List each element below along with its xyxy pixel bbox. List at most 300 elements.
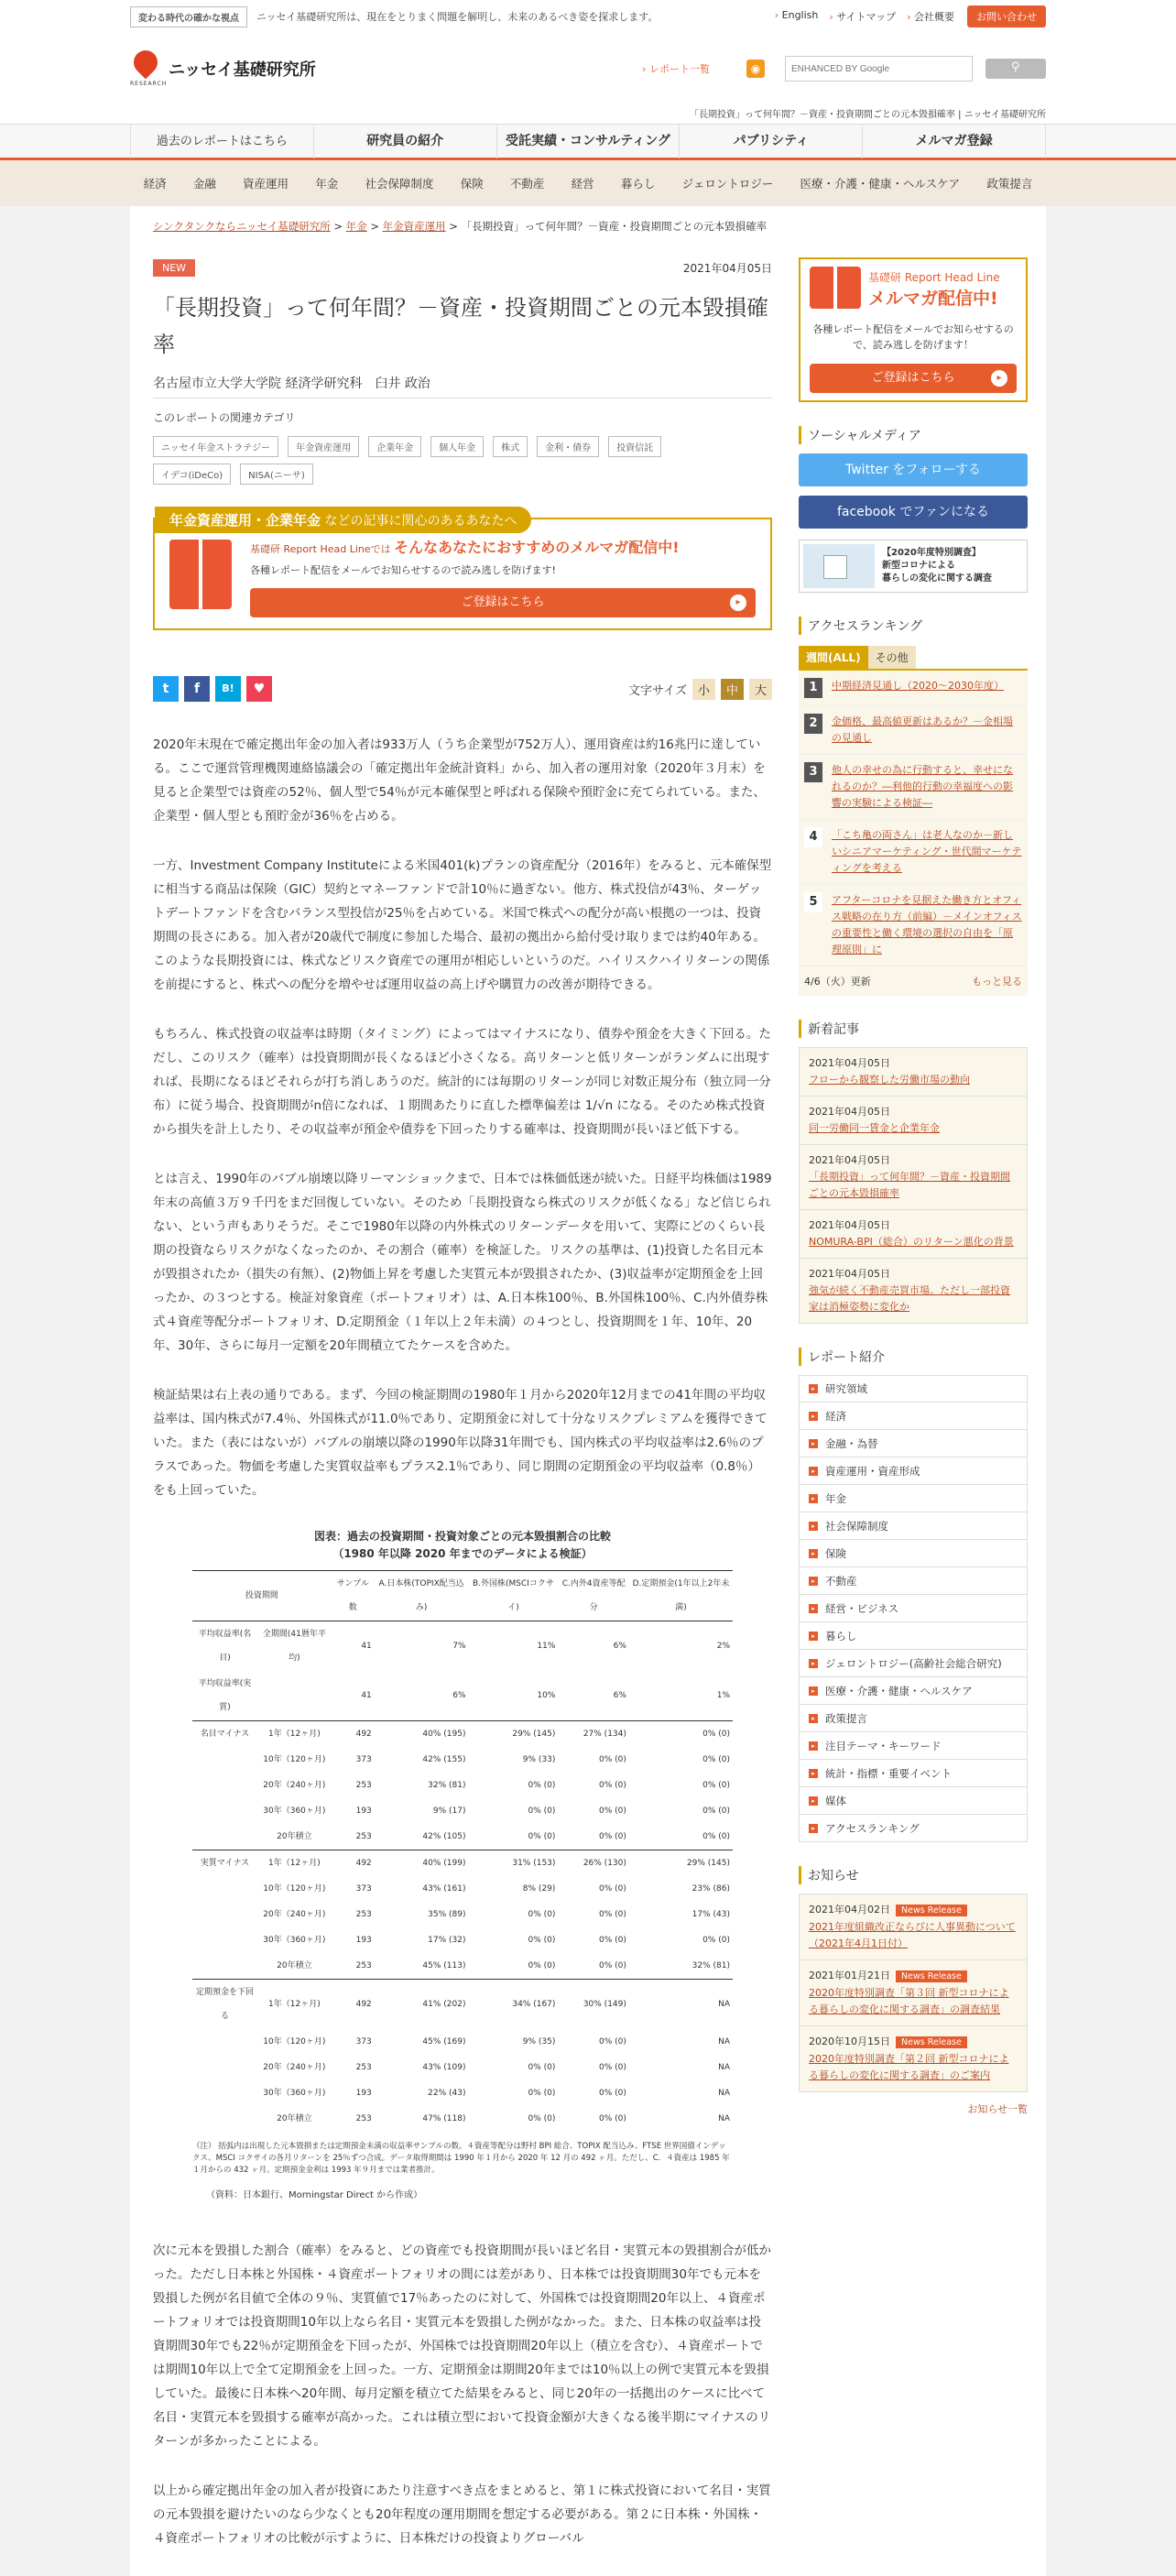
arrow-icon: ▸ bbox=[809, 1632, 818, 1641]
table-cell: 45% (113) bbox=[422, 1961, 466, 1970]
breadcrumb: シンクタンクならニッセイ基礎研究所 > 年金 > 年金資産運用 > 「長期投資」って何年間？－資産・投資期間ごとの元本毀損確率 bbox=[153, 220, 768, 233]
table-cell: 9% (33) bbox=[522, 1755, 556, 1764]
table-cell: 0% (0) bbox=[528, 2063, 556, 2072]
link-sitemap[interactable]: › サイトマップ bbox=[829, 9, 896, 24]
cat-pension[interactable]: 年金 bbox=[315, 177, 339, 191]
table-cell: 35% (89) bbox=[428, 1910, 466, 1919]
table-cell: 平均収益率(名目) bbox=[198, 1630, 252, 1663]
table-cell: 0% (0) bbox=[528, 1910, 556, 1919]
mm-desc: 各種レポート配信をメールでお知らせするので、読み逃しを防げます！ bbox=[812, 323, 1014, 351]
site-description: ニッセイ基礎研究所は、現在をとりまく問題を解明し、未来のあるべき姿を探求します。 bbox=[256, 11, 659, 23]
table-cell: 27% (134) bbox=[558, 1721, 628, 1748]
table-cell: 42% (155) bbox=[422, 1755, 466, 1764]
twitter-follow-button[interactable]: Twitter をフォローする bbox=[799, 453, 1028, 486]
table-header: A.日本株(TOPIX配当込み) bbox=[375, 1571, 469, 1621]
table-row bbox=[192, 2106, 733, 2132]
report-intro-item[interactable] bbox=[799, 1622, 1028, 1650]
table-cell: 平均収益率(実質) bbox=[198, 1679, 252, 1712]
report-intro-item[interactable] bbox=[799, 1732, 1028, 1760]
list-item[interactable]: 2021年01月21日 News Release 2020年度特別調査「第３回 新型コロナによる暮らしの変化に関する調査」の調査結果 bbox=[799, 1960, 1028, 2026]
font-size-control bbox=[628, 679, 772, 700]
cat-gerontology[interactable]: ジェロントロジー bbox=[681, 177, 774, 191]
search-input[interactable] bbox=[785, 56, 973, 82]
report-intro-label: ジェロントロジー(高齢社会総合研究) bbox=[825, 1656, 1002, 1670]
report-intro-heading: レポート紹介 bbox=[799, 1348, 1028, 1366]
list-item[interactable]: 2020年10月15日 News Release 2020年度特別調査「第２回 新型コロナによる暮らしの変化に関する調査」のご案内 bbox=[799, 2026, 1028, 2092]
facebook-fan-button[interactable]: facebook でファンになる bbox=[799, 496, 1028, 529]
table-header: C.内外4資産等配分 bbox=[558, 1571, 628, 1621]
report-intro-item[interactable] bbox=[799, 1677, 1028, 1705]
hatena-share-icon[interactable]: B! bbox=[215, 676, 241, 702]
notice-heading: お知らせ bbox=[799, 1866, 1028, 1884]
table-cell: 193 bbox=[355, 2089, 372, 2098]
table-cell: NA bbox=[629, 1980, 733, 2030]
table-cell: 0% (0) bbox=[599, 1832, 626, 1841]
search-button[interactable] bbox=[985, 59, 1046, 79]
table-cell: NA bbox=[718, 2063, 730, 2072]
paragraph: 次に元本を毀損した割合（確率）をみると、どの資産でも投資期間が長いほど名目・実質元本の毀損割合が低かった。ただし日本株と外国株・４資産ポートフォリオの間には差があり、日本株では投資期間30年でも元本を毀損した例が名目値で全体の９％、実質値で17％あったのに対して、外国株では投資期間20年以上、４資産ポートフォリオでは投資期間10年以上なら名目・実質元本を毀損した例がなかった。また、日本株の収益率は投資期間30年でも22％が定期預金を下回ったが、外国株では投資期間20年以上（積立を含む）、４資産ポートでは期間10年以上で全て定期預金を上回った。一方、定期預金は期間20年までは10％以上の例で実質元本を毀損していた。最後に日本株へ20年間、毎月定額を積立てた結果をみると、同じ20年の一括拠出のケースに比べて名目・実質元本を毀損する確率が高かった。これは積立型において投資金額が大きくなる後半期にマイナスのリターンが多かったことによる。 bbox=[153, 2243, 771, 2449]
table-cell: 定期預金を下回る bbox=[192, 1980, 257, 2030]
list-item[interactable]: 2021年04月05日 NOMURA-BPI（総合）のリターン悪化の背景 bbox=[799, 1210, 1028, 1259]
arrow-icon: ▸ bbox=[809, 1494, 818, 1503]
report-intro-label: 注目テーマ・キーワード bbox=[825, 1739, 942, 1752]
table-row bbox=[192, 1824, 733, 1850]
breadcrumb-pension[interactable]: 年金 bbox=[345, 220, 367, 233]
table-cell: 26% (130) bbox=[558, 1850, 628, 1877]
cat-policy[interactable]: 政策提言 bbox=[986, 177, 1033, 191]
table-cell: 6% bbox=[452, 1691, 466, 1700]
table-cell bbox=[192, 2029, 257, 2055]
table-cell: 253 bbox=[355, 1910, 372, 1919]
ranking-updated: 4/6（火）更新 bbox=[804, 976, 871, 988]
table-cell: 193 bbox=[355, 1806, 372, 1816]
list-item[interactable]: 3 他人の幸せの為に行動すると、幸せになれるのか？―利他的行動の幸福度への影響の実験による検証― bbox=[799, 755, 1028, 820]
table-cell bbox=[192, 2055, 257, 2080]
tag-item[interactable]: イデコ(iDeCo) bbox=[153, 464, 231, 485]
arrow-icon: ▸ bbox=[809, 1384, 818, 1393]
table-cell: 0% (0) bbox=[528, 1961, 556, 1970]
table-cell: 11% bbox=[537, 1642, 556, 1651]
table-row bbox=[192, 1927, 733, 1953]
table-cell: 0% (0) bbox=[599, 1884, 626, 1894]
figure-table bbox=[153, 1528, 772, 2208]
cat-asset[interactable]: 資産運用 bbox=[243, 177, 289, 191]
promo-text-b: そんなあなたにおすすめのメルマガ配信中! bbox=[394, 539, 680, 556]
table-cell: 7% bbox=[452, 1642, 466, 1651]
table-cell: 0% (0) bbox=[599, 1910, 626, 1919]
nav-researchers[interactable]: 研究員の紹介 bbox=[313, 125, 496, 158]
cat-social[interactable]: 社会保障制度 bbox=[365, 177, 434, 191]
table-cell: 20年（240ヶ月) bbox=[263, 1781, 326, 1790]
font-size-label: 文字サイズ bbox=[627, 683, 687, 698]
table-cell: 全期間(41暦年平均) bbox=[262, 1630, 326, 1663]
tab-weekly-all[interactable]: 週間(ALL) bbox=[799, 646, 868, 669]
category-nav bbox=[0, 160, 1176, 206]
table-cell: 9% (17) bbox=[432, 1806, 466, 1816]
author[interactable]: 名古屋市立大学大学院 経済学研究科 臼井 政治 bbox=[153, 374, 772, 398]
table-cell: 0% (0) bbox=[599, 2037, 626, 2047]
cat-insurance[interactable]: 保険 bbox=[460, 177, 484, 191]
figure-title: 図表：過去の投資期間・投資対象ごとの元本毀損割合の比較 bbox=[313, 1530, 611, 1543]
arrow-icon: ▸ bbox=[809, 1604, 818, 1613]
table-cell: 253 bbox=[355, 1961, 372, 1970]
table-cell: 0% (0) bbox=[702, 1936, 730, 1945]
table-cell: 0% (0) bbox=[702, 1781, 730, 1790]
arrow-icon: ▸ bbox=[809, 1714, 818, 1723]
tag-item[interactable]: 株式 bbox=[493, 436, 528, 457]
book-icon bbox=[169, 536, 232, 611]
report-intro-label: 統計・指標・重要イベント bbox=[825, 1766, 952, 1780]
table-cell: 0% (0) bbox=[528, 1806, 556, 1816]
mailmag-box bbox=[799, 257, 1028, 402]
table-cell: 40% (199) bbox=[375, 1850, 469, 1877]
ranking-list bbox=[799, 669, 1028, 996]
table-cell: 2% bbox=[716, 1642, 730, 1651]
table-cell: 492 bbox=[332, 1721, 375, 1748]
list-item[interactable]: 2 金価格、最高値更新はあるか？－金相場の見通し bbox=[799, 706, 1028, 755]
report-intro-label: 経営・ビジネス bbox=[825, 1601, 899, 1615]
arrow-icon: ▸ bbox=[809, 1522, 818, 1531]
mailmag-promo bbox=[153, 512, 772, 630]
report-intro-label: アクセスランキング bbox=[825, 1821, 920, 1835]
arrow-icon: ▸ bbox=[809, 1467, 818, 1476]
table-row bbox=[192, 1980, 733, 2030]
table-cell: 17% (32) bbox=[428, 1936, 466, 1945]
table-row bbox=[192, 2029, 733, 2055]
table-cell: 29% (145) bbox=[469, 1721, 559, 1748]
table-cell: 20年（240ヶ月) bbox=[263, 2063, 326, 2072]
report-intro-item[interactable] bbox=[799, 1815, 1028, 1842]
list-item[interactable]: 5 アフターコロナを見据えた働き方とオフィス戦略の在り方（前編）－メインオフィスの重要性と働く環境の選択の自由を「原理原則」に bbox=[799, 885, 1028, 966]
table-cell: 10年（120ヶ月) bbox=[263, 2037, 326, 2047]
contact-button[interactable]: お問い合わせ bbox=[967, 5, 1046, 27]
nav-publicity[interactable]: パブリシティ bbox=[679, 125, 862, 158]
report-intro-item[interactable] bbox=[799, 1540, 1028, 1567]
table-cell: 40% (195) bbox=[375, 1721, 469, 1748]
arrow-icon: ▸ bbox=[809, 1412, 818, 1421]
ranking-more-link[interactable]: もっと見る bbox=[972, 976, 1022, 988]
tagline: 変わる時代の確かな視点 bbox=[130, 6, 247, 27]
table-row bbox=[192, 2055, 733, 2080]
report-intro-label: 金融・為替 bbox=[825, 1436, 878, 1450]
report-intro-item[interactable] bbox=[799, 1787, 1028, 1815]
ranking-heading: アクセスランキング bbox=[799, 617, 1028, 635]
report-intro-label: 社会保障制度 bbox=[825, 1519, 888, 1533]
survey-banner[interactable]: 【2020年度特別調査】 新型コロナによる 暮らしの変化に関する調査 bbox=[799, 540, 1028, 593]
tag-item[interactable]: 個人年金 bbox=[430, 436, 484, 457]
table-cell: 30年（360ヶ月) bbox=[263, 1936, 326, 1945]
book-icon bbox=[810, 267, 861, 312]
paragraph: もちろん、株式投資の収益率は時期（タイミング）によってはマイナスになり、債券や預金を大きく下回る。ただし、このリスク（確率）は投資期間が長くなるほど小さくなる。高リターンと低リターンがランダムに出現すれば、長期になるほどそれらが打ち消しあうのだ。統計的には毎期のリターンが同じ対数正規分布（独立同一分布）に従う場合、投資期間がn倍になれば、１期間あたりに直した標準偏差は 1/√n になる。そのため株式投資から損失を計上したり、その収益率が預金や債券を下回ったりする確率は、投資期間が長いほど低下する。 bbox=[153, 1027, 771, 1137]
arrow-icon: ▸ bbox=[809, 1577, 818, 1586]
promo-text: 各種レポート配信をメールでお知らせするので読み逃しを防げます! bbox=[250, 564, 556, 576]
table-row bbox=[192, 1850, 733, 1877]
top-bar bbox=[0, 0, 1176, 33]
table-cell: 20年積立 bbox=[277, 2114, 312, 2123]
arrow-icon: ▸ bbox=[809, 1549, 818, 1558]
table-header: サンプル数 bbox=[332, 1571, 375, 1621]
report-intro-list bbox=[799, 1375, 1028, 1842]
table-cell: 1% bbox=[716, 1691, 730, 1700]
table-cell: 1年（12ヶ月) bbox=[257, 1721, 332, 1748]
tag-item[interactable]: NISA(ニーサ) bbox=[240, 464, 313, 485]
list-item[interactable]: 2021年04月05日 同一労働同一賃金と企業年金 bbox=[799, 1097, 1028, 1145]
logo-name: ニッセイ基礎研究所 bbox=[169, 60, 316, 80]
table-cell: 253 bbox=[355, 1781, 372, 1790]
table-cell: 0% (0) bbox=[599, 1806, 626, 1816]
facebook-share-icon[interactable]: f bbox=[184, 676, 210, 702]
tag-list bbox=[153, 436, 739, 485]
table-cell: 0% (0) bbox=[702, 1832, 730, 1841]
report-intro-item[interactable] bbox=[799, 1430, 1028, 1457]
article-title: 「長期投資」って何年間？－資産・投資期間ごとの元本毀損確率 bbox=[153, 295, 768, 357]
table-cell: 17% (43) bbox=[691, 1910, 730, 1919]
table-row bbox=[192, 1773, 733, 1798]
table-cell: 43% (109) bbox=[422, 2063, 466, 2072]
list-item[interactable]: 2021年04月05日 フローから観察した労働市場の動向 bbox=[799, 1047, 1028, 1097]
table-row bbox=[192, 1621, 733, 1672]
page-title-crumb: 「長期投資」って何年間？－資産・投資期間ごとの元本毀損確率 | ニッセイ基礎研究所 bbox=[0, 104, 1176, 124]
cat-economy[interactable]: 経済 bbox=[143, 177, 167, 191]
table-cell: 1年（12ヶ月) bbox=[257, 1980, 332, 2030]
report-intro-label: 保険 bbox=[825, 1546, 846, 1560]
list-item[interactable]: 4 「こち亀の両さん」は老人なのか－新しいシニアマーケティング・世代間マーケティングを考える bbox=[799, 820, 1028, 885]
table-cell: 22% (43) bbox=[428, 2089, 466, 2098]
table-cell: 41 bbox=[361, 1691, 372, 1700]
logo-mark-icon: RESEARCH bbox=[130, 50, 161, 87]
table-cell: 0% (0) bbox=[702, 1755, 730, 1764]
table-cell bbox=[192, 1824, 257, 1850]
article bbox=[153, 219, 772, 2576]
table-cell: 8% (29) bbox=[522, 1884, 556, 1894]
report-intro-item[interactable] bbox=[799, 1760, 1028, 1787]
report-intro-label: 医療・介護・健康・ヘルスケア bbox=[825, 1684, 973, 1697]
table-cell: 20年（240ヶ月) bbox=[263, 1910, 326, 1919]
arrow-icon: ▸ bbox=[809, 1796, 818, 1806]
table-cell: 0% (0) bbox=[599, 1961, 626, 1970]
house-illustration-icon bbox=[803, 544, 875, 588]
new-articles-list bbox=[799, 1047, 1028, 1324]
cat-finance[interactable]: 金融 bbox=[192, 177, 216, 191]
table-cell: 29% (145) bbox=[629, 1850, 733, 1877]
table-cell: 253 bbox=[355, 2063, 372, 2072]
table-cell bbox=[257, 1671, 332, 1721]
table-cell: 492 bbox=[332, 1850, 375, 1877]
paragraph: 一方、Investment Company Instituteによる米国401(k)プランの資産配分（2016年）をみると、元本確保型に相当する商品は保険（GIC）契約とマネーファンドで計10％に過ぎない。他方、株式投信が43％、ターゲットデートファンドを含むバランス型投信が25％を占めている。米国で株式への配分が高い根拠の一つは、投資期間の長さにある。加入者が20歳代で制度に参加した場合、最初の拠出から給付受け取りまでは約40年ある。このような長期投資には、株式などリスク資産での運用が相応しいというのだ。ハイリスクハイリターンの関係を前提にすると、株式への配分を増やせば運用収益の高上げや購買力の改善が期待できる。 bbox=[153, 858, 772, 992]
breadcrumb-home[interactable]: シンクタンクならニッセイ基礎研究所 bbox=[153, 220, 331, 233]
report-intro-item[interactable] bbox=[799, 1375, 1028, 1403]
paragraph: とは言え、1990年のバブル崩壊以降リーマンショックまで、日本では株価低迷が続いた。日経平均株価は1989年末の高値３万９千円をまだ回復していない。そのため「長期投資なら株式のリスクが低くなる」など信じられない、という声もありそうだ。そこで1980年以降の内外株式のリターンデータを用いて、実際にどのくらい長期の投資ならリスクがなくなったのか、その割合（確率）を検証した。リスクの基準は、(1)投資した名目元本が毀損されたか（損失の有無）、(2)物価上昇を考慮した実質元本が毀損されたか、(3)収益率が定期預金を上回ったか、の３つとする。検証対象資産（ポートフォリオ）は、A.日本株100％、B.外国株100％、C.内外債券株式４資産等配分ポートフォリオ、D.定期預金（１年以上２年未満）の４つとし、投資期間を１年、10年、20年、30年、さらに毎月一定額を20年間積立てたケースを含めた。 bbox=[153, 1172, 772, 1353]
list-item[interactable]: 2021年04月02日 News Release 2021年度組織改正ならびに人事異動について（2021年4月1日付） bbox=[799, 1894, 1028, 1960]
nav-consulting[interactable]: 受託実績・コンサルティング bbox=[496, 125, 680, 158]
cat-health[interactable]: 医療・介護・健康・ヘルスケア bbox=[800, 177, 961, 191]
tag-item[interactable]: 投資信託 bbox=[608, 436, 661, 457]
nav-mailmag[interactable]: メルマガ登録 bbox=[862, 125, 1046, 158]
new-articles-heading: 新着記事 bbox=[799, 1020, 1028, 1038]
table-cell bbox=[192, 2080, 257, 2106]
new-badge: NEW bbox=[153, 259, 195, 277]
tag-item[interactable]: 年金資産運用 bbox=[288, 436, 359, 457]
font-size-small[interactable]: 小 bbox=[692, 679, 715, 700]
table-cell: 1年（12ヶ月) bbox=[257, 1850, 332, 1877]
register-button[interactable]: ご登録はこちら ▸ bbox=[250, 588, 756, 617]
site-logo[interactable] bbox=[130, 50, 316, 87]
mm-register-button[interactable]: ご登録はこちら ▸ bbox=[810, 364, 1017, 393]
link-company[interactable]: › 会社概要 bbox=[907, 9, 954, 24]
table-cell: 6% bbox=[613, 1642, 626, 1651]
list-item[interactable]: 2021年04月05日 「長期投資」って何年間？－資産・投資期間ごとの元本毀損確率 bbox=[799, 1145, 1028, 1210]
rss-icon[interactable]: ◉ bbox=[746, 60, 765, 78]
table-row bbox=[192, 1721, 733, 1748]
report-intro-label: 不動産 bbox=[825, 1574, 857, 1588]
table-cell: 0% (0) bbox=[599, 1936, 626, 1945]
table-cell: NA bbox=[718, 2037, 730, 2047]
table-cell: 名目マイナス bbox=[192, 1721, 257, 1748]
tag-item[interactable]: ニッセイ年金ストラテジー bbox=[153, 436, 278, 457]
cat-life[interactable]: 暮らし bbox=[620, 177, 656, 191]
table-cell: 0% (0) bbox=[599, 2089, 626, 2098]
table-cell: 0% (0) bbox=[528, 2089, 556, 2098]
tag-item[interactable]: 金利・債券 bbox=[537, 436, 599, 457]
arrow-icon: ▸ bbox=[809, 1659, 818, 1668]
table-cell bbox=[192, 1876, 257, 1902]
table-cell: 42% (105) bbox=[422, 1832, 466, 1841]
table-row bbox=[192, 1902, 733, 1927]
report-intro-item[interactable] bbox=[799, 1595, 1028, 1622]
table-cell: 20年積立 bbox=[277, 1961, 312, 1970]
table-cell: 0% (0) bbox=[599, 1755, 626, 1764]
table-cell: 253 bbox=[355, 2114, 372, 2123]
figure-source: （資料：日本銀行、Morningstar Direct から作成） bbox=[206, 2190, 423, 2200]
publish-date: 2021年04月05日 bbox=[682, 262, 772, 275]
promo-text-a: 基礎研 Report Head Lineでは bbox=[250, 543, 391, 555]
global-nav bbox=[0, 124, 1176, 160]
report-intro-label: 暮らし bbox=[825, 1629, 857, 1643]
report-intro-item[interactable] bbox=[799, 1567, 1028, 1595]
nav-past-reports[interactable]: 過去のレポートはこちら bbox=[130, 125, 313, 158]
table-row bbox=[192, 1798, 733, 1824]
table-cell: 30年（360ヶ月) bbox=[263, 2089, 326, 2098]
cat-realestate[interactable]: 不動産 bbox=[509, 177, 545, 191]
table-cell: 0% (0) bbox=[702, 1806, 730, 1816]
table-cell: 実質マイナス bbox=[192, 1850, 257, 1877]
report-intro-item[interactable] bbox=[799, 1512, 1028, 1540]
table-cell bbox=[192, 1953, 257, 1980]
mm-title-small: 基礎研 Report Head Line bbox=[868, 271, 1000, 284]
table-cell: 20年積立 bbox=[277, 1832, 312, 1841]
table-cell: 0% (0) bbox=[528, 1781, 556, 1790]
arrow-icon: ▸ bbox=[809, 1824, 818, 1833]
table-cell: 373 bbox=[355, 1884, 372, 1894]
report-list-link[interactable]: › レポート一覧 bbox=[642, 61, 710, 76]
arrow-icon: ▸ bbox=[809, 1741, 818, 1751]
social-heading: ソーシャルメディア bbox=[799, 426, 1028, 444]
table-cell: 23% (86) bbox=[691, 1884, 730, 1894]
table-header: B.外国株(MSCIコクサイ) bbox=[469, 1571, 559, 1621]
twitter-share-icon[interactable]: t bbox=[153, 676, 179, 702]
table-row bbox=[192, 2080, 733, 2106]
report-intro-label: 年金 bbox=[825, 1491, 846, 1505]
report-intro-item[interactable] bbox=[799, 1457, 1028, 1485]
table-cell: 43% (161) bbox=[422, 1884, 466, 1894]
report-intro-label: 政策提言 bbox=[825, 1711, 867, 1725]
report-intro-label: 媒体 bbox=[825, 1794, 846, 1807]
table-cell bbox=[192, 2106, 257, 2132]
table-cell: 10年（120ヶ月) bbox=[263, 1755, 326, 1764]
table-cell bbox=[192, 1773, 257, 1798]
list-item[interactable]: 2021年04月05日 強気が続く不動産売買市場。ただし一部投資家は消極姿勢に変化か bbox=[799, 1259, 1028, 1324]
mm-title: メルマガ配信中! bbox=[868, 289, 998, 309]
promo-heading: 年金資産運用・企業年金 などの記事に関心のあるあなたへ bbox=[155, 507, 531, 533]
report-intro-item[interactable] bbox=[799, 1705, 1028, 1732]
report-intro-item[interactable] bbox=[799, 1485, 1028, 1512]
report-intro-item[interactable] bbox=[799, 1403, 1028, 1430]
breadcrumb-pension-asset[interactable]: 年金資産運用 bbox=[382, 220, 446, 233]
breadcrumb-current: 「長期投資」って何年間？－資産・投資期間ごとの元本毀損確率 bbox=[461, 220, 768, 233]
font-size-large[interactable]: 大 bbox=[749, 679, 772, 700]
paragraph: 以上から確定拠出年金の加入者が投資にあたり注意すべき点をまとめると、第１に株式投資において名目・実質の元本毀損を避けたいのなら少なくとも20年程度の運用期間を想定する必要がある。第２に日本株・外国株・４資産ポートフォリオの比較が示すように、日本株だけの投資よりグローバル bbox=[153, 2483, 771, 2546]
table-cell: 0% (0) bbox=[629, 1721, 733, 1748]
table-row bbox=[192, 1876, 733, 1902]
result-table bbox=[192, 1570, 733, 2132]
table-cell: 31% (153) bbox=[469, 1850, 559, 1877]
notice-more-link[interactable]: お知らせ一覧 bbox=[967, 2103, 1028, 2115]
table-cell: 0% (0) bbox=[528, 1936, 556, 1945]
table-row bbox=[192, 1671, 733, 1721]
pocket-share-icon[interactable]: ♥ bbox=[246, 676, 272, 702]
table-cell: 32% (81) bbox=[428, 1781, 466, 1790]
report-intro-label: 研究領域 bbox=[825, 1382, 867, 1395]
tab-other[interactable]: その他 bbox=[868, 646, 916, 669]
table-cell: 373 bbox=[355, 1755, 372, 1764]
table-cell: 34% (167) bbox=[469, 1980, 559, 2030]
cat-management[interactable]: 経営 bbox=[571, 177, 594, 191]
table-cell bbox=[192, 1902, 257, 1927]
table-cell: 253 bbox=[355, 1832, 372, 1841]
paragraph: 検証結果は右上表の通りである。まず、今回の検証期間の1980年１月から2020年12月までの41年間の平均収益率は、国内株式が7.4％、外国株式が11.0％であり、定期預金に対して十分なリスクプレミアムを獲得できていた。また（表にはないが）バブルの崩壊以降の1990年以降31年間でも、国内株式の平均収益率は2.6％のプラスであった。物価を考慮した実質収益率もプラス2.1％であり、同じ期間の定期預金の平均収益率（0.8％）をも上回っていた。 bbox=[153, 1388, 768, 1498]
table-cell: 41 bbox=[361, 1642, 372, 1651]
table-cell: 0% (0) bbox=[599, 2063, 626, 2072]
table-cell bbox=[192, 1747, 257, 1773]
table-row bbox=[192, 1747, 733, 1773]
table-cell: 373 bbox=[355, 2037, 372, 2047]
table-cell: 41% (202) bbox=[375, 1980, 469, 2030]
arrow-icon: ▸ bbox=[809, 1439, 818, 1448]
table-cell: 10年（120ヶ月) bbox=[263, 1884, 326, 1894]
tag-item[interactable]: 企業年金 bbox=[368, 436, 421, 457]
table-cell: NA bbox=[718, 2114, 730, 2123]
notice-list bbox=[799, 1894, 1028, 2092]
figure-note: （注） 括弧内は出現した元本毀損または定期預金未満の収益率サンプルの数。４資産等配分は野村 BPI 総合、TOPIX 配当込み、FTSE 世界国債インデックス、MSCI コクサイの各月リターンを 25％ずつ合成。データ取得期間は 1990 年１月から 2020 年 12 月の 492 ヶ月。ただし、C．４資産は 1985 年１月からの 432 ヶ月。定期預金金利は 1993 年９月までは業者推計。 bbox=[192, 2142, 730, 2175]
report-intro-item[interactable] bbox=[799, 1650, 1028, 1677]
table-cell: 492 bbox=[332, 1980, 375, 2030]
table-cell: 193 bbox=[355, 1936, 372, 1945]
table-cell: 6% bbox=[613, 1691, 626, 1700]
table-cell: 30年（360ヶ月) bbox=[263, 1806, 326, 1816]
paragraph: 2020年末現在で確定拠出年金の加入者は933万人（うち企業型が752万人）、運用資産は約16兆円に達している。ここで運営管理機関連絡協議会の「確定拠出年金統計資料」から、加入者の運用対象（2020年３月末）を見ると企業型では資産の52％、個人型で54％が元本確保型と呼ばれる保険や預貯金に充てられている。また、企業型・個人型とも預貯金が36％を占める。 bbox=[153, 737, 766, 824]
report-intro-label: 資産運用・資産形成 bbox=[825, 1464, 920, 1478]
table-cell: 0% (0) bbox=[599, 2114, 626, 2123]
report-intro-label: 経済 bbox=[825, 1409, 846, 1423]
article-body bbox=[153, 733, 772, 2550]
table-cell: 9% (35) bbox=[522, 2037, 556, 2047]
table-cell: NA bbox=[718, 2089, 730, 2098]
table-cell bbox=[192, 1927, 257, 1953]
arrow-icon: ▸ bbox=[809, 1686, 818, 1696]
list-item[interactable]: 1 中期経済見通し（2020～2030年度） bbox=[799, 671, 1028, 706]
font-size-medium[interactable]: 中 bbox=[721, 679, 744, 700]
link-english[interactable]: › English bbox=[775, 9, 819, 24]
